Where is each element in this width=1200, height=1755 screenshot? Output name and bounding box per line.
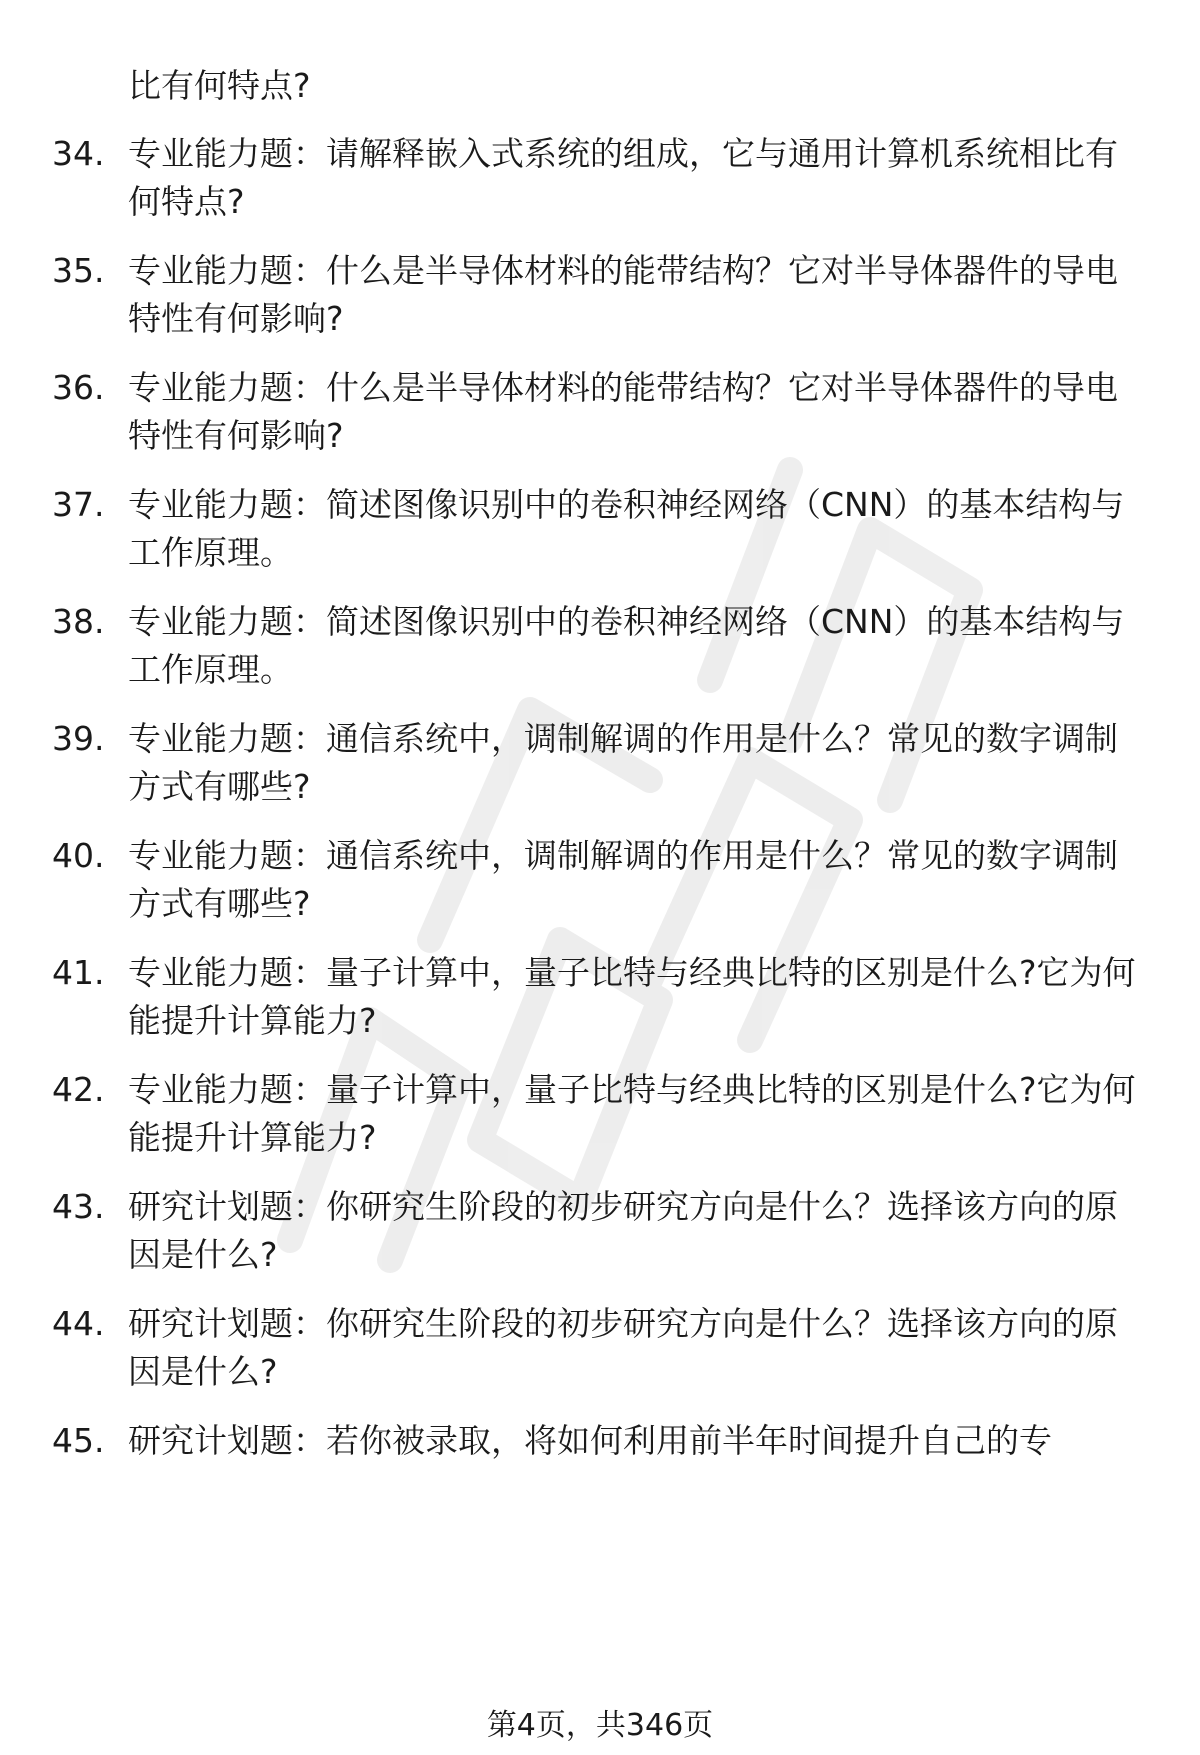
list-item [52, 832, 1152, 928]
item-number: 45. [52, 1421, 105, 1460]
list-item [52, 598, 1152, 694]
item-text: 专业能力题：什么是半导体材料的能带结构？它对半导体器件的导电特性有何影响? [128, 251, 1118, 338]
list-item [52, 1417, 1152, 1465]
list-item [52, 130, 1152, 226]
item-text: 专业能力题：什么是半导体材料的能带结构？它对半导体器件的导电特性有何影响? [128, 368, 1118, 455]
item-number: 38. [52, 602, 105, 641]
item-text: 专业能力题：请解释嵌入式系统的组成，它与通用计算机系统相比有何特点? [128, 134, 1118, 221]
list-item [52, 247, 1152, 343]
item-number: 41. [52, 953, 105, 992]
item-text: 研究计划题：若你被录取，将如何利用前半年时间提升自己的专 [128, 1421, 1052, 1460]
list-item [52, 1300, 1152, 1396]
item-text: 专业能力题：简述图像识别中的卷积神经网络（CNN）的基本结构与工作原理。 [128, 602, 1125, 689]
list-item [52, 1183, 1152, 1279]
item-number: 42. [52, 1070, 105, 1109]
list-item [52, 481, 1152, 577]
item-number: 36. [52, 368, 105, 407]
list-item [52, 1066, 1152, 1162]
item-text: 专业能力题：简述图像识别中的卷积神经网络（CNN）的基本结构与工作原理。 [128, 485, 1125, 572]
item-text: 专业能力题：通信系统中，调制解调的作用是什么？常见的数字调制方式有哪些? [128, 836, 1118, 923]
item-text: 专业能力题：量子计算中，量子比特与经典比特的区别是什么?它为何能提升计算能力? [128, 953, 1136, 1040]
page-footer: 第4页，共346页 [486, 1708, 714, 1743]
item-text: 研究计划题：你研究生阶段的初步研究方向是什么？选择该方向的原因是什么? [128, 1304, 1118, 1391]
list-item [52, 364, 1152, 460]
item-number: 40. [52, 836, 105, 875]
item-text: 专业能力题：量子计算中，量子比特与经典比特的区别是什么?它为何能提升计算能力? [128, 1070, 1136, 1157]
item-number: 39. [52, 719, 105, 758]
list-item [52, 715, 1152, 811]
item-number: 35. [52, 251, 105, 290]
item-text: 研究计划题：你研究生阶段的初步研究方向是什么？选择该方向的原因是什么? [128, 1187, 1118, 1274]
item-number: 44. [52, 1304, 105, 1343]
continued-text: 比有何特点? [128, 66, 311, 105]
item-number: 34. [52, 134, 105, 173]
item-number: 43. [52, 1187, 105, 1226]
item-number: 37. [52, 485, 105, 524]
item-text: 专业能力题：通信系统中，调制解调的作用是什么？常见的数字调制方式有哪些? [128, 719, 1118, 806]
list-item [52, 949, 1152, 1045]
